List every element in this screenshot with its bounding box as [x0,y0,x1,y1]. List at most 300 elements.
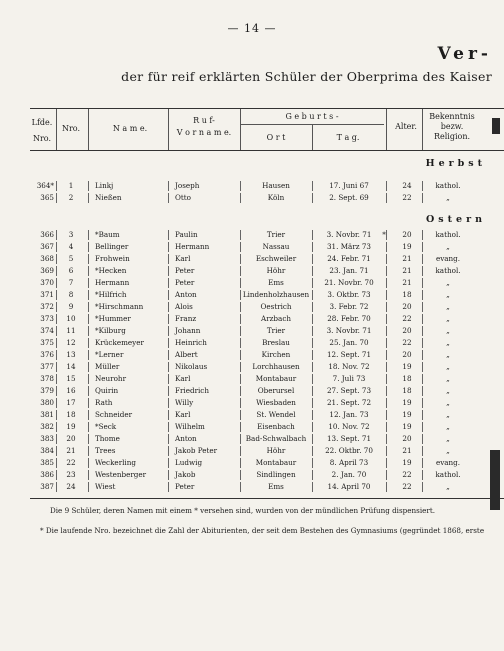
section-ostern: Ostern [426,214,486,225]
cell-nro: 5 [68,254,74,263]
table-row [0,361,504,373]
cell-alter: 21 [402,278,412,287]
cell-name: *Seck [95,422,117,431]
column-rule [88,290,89,300]
column-rule [422,410,423,420]
cell-ort: Nassau [262,242,290,251]
column-rule [88,242,89,252]
column-rule [386,350,387,360]
cell-lfd: 379 [40,386,54,395]
table-row [0,433,504,445]
column-rule [240,362,241,372]
column-rule [422,230,423,240]
cell-tag: 24. Febr. 71 [327,254,371,263]
table-row [0,457,504,469]
cell-alter: 22 [402,314,412,323]
cell-vorname: Jakob [175,470,196,479]
table-row [0,349,504,361]
column-rule [88,254,89,264]
cell-alter: 19 [402,422,412,431]
cell-tag: 3. Novbr. 71 [326,230,372,239]
column-rule [386,278,387,288]
cell-ort: Bad-Schwalbach [245,434,307,443]
column-rule [312,446,313,456]
cell-alter: 19 [402,398,412,407]
cell-religion: „ [446,350,450,359]
cell-vorname: Karl [175,374,191,383]
table-row [0,192,504,204]
column-rule [312,410,313,420]
cell-name: Linkj [95,181,114,190]
column-rule [312,338,313,348]
column-rule [88,314,89,324]
cell-ort: Montabaur [255,458,297,467]
cell-lfd: 381 [40,410,54,419]
cell-religion: „ [446,422,450,431]
table-row [0,385,504,397]
column-rule [168,446,169,456]
cell-religion: „ [446,374,450,383]
cell-alter: 20 [402,350,412,359]
column-rule [422,482,423,492]
column-rule [312,470,313,480]
column-rule [88,470,89,480]
cell-mark: * [382,230,386,239]
cell-vorname: Wilhelm [175,422,205,431]
cell-nro: 23 [66,470,76,479]
cell-tag: 18. Nov. 72 [328,362,370,371]
column-rule [386,362,387,372]
column-rule [56,314,57,324]
cell-tag: 12. Jan. 73 [329,410,369,419]
header-divider [56,109,57,150]
column-rule [168,482,169,492]
cell-nro: 7 [68,278,74,287]
column-rule [168,422,169,432]
cell-lfd: 370 [40,278,54,287]
header-divider [240,109,241,150]
cell-nro: 11 [66,326,76,335]
column-rule [386,242,387,252]
cell-nro: 9 [68,302,74,311]
cell-ort: Ems [268,482,284,491]
cell-ort: Oestrich [260,302,292,311]
column-rule [386,338,387,348]
cell-name: Neurohr [95,374,126,383]
column-rule [240,338,241,348]
cell-name: *Hummer [95,314,131,323]
cell-nro: 16 [66,386,76,395]
column-rule [240,266,241,276]
column-rule [56,470,57,480]
cell-vorname: Nikolaus [175,362,208,371]
cell-alter: 18 [402,290,412,299]
table-row [0,325,504,337]
cell-tag: 7. Juli 73 [332,374,366,383]
cell-ort: Wiesbaden [256,398,296,407]
cell-lfd: 378 [40,374,54,383]
column-rule [88,434,89,444]
column-rule [312,350,313,360]
column-rule [312,302,313,312]
column-rule [386,386,387,396]
cell-name: Schneider [95,410,133,419]
cell-alter: 21 [402,446,412,455]
cell-alter: 22 [402,338,412,347]
column-rule [168,254,169,264]
cell-nro: 4 [68,242,74,251]
column-rule [88,482,89,492]
cell-ort: Eisenbach [257,422,295,431]
cell-vorname: Peter [175,482,195,491]
column-rule [312,290,313,300]
column-rule [312,242,313,252]
column-rule [168,278,169,288]
cell-lfd: 374 [40,326,54,335]
column-rule [88,374,89,384]
column-rule [56,350,57,360]
column-rule [88,446,89,456]
column-rule [168,230,169,240]
column-rule [422,181,423,191]
column-rule [168,434,169,444]
column-rule [422,446,423,456]
column-rule [386,434,387,444]
cell-name: Müller [95,362,120,371]
page-title: Ver- [437,44,492,64]
column-rule [168,266,169,276]
column-rule [56,338,57,348]
column-rule [56,266,57,276]
column-rule [312,230,313,240]
table-row [0,313,504,325]
column-rule [422,350,423,360]
cell-nro: 8 [68,290,74,299]
column-rule [88,350,89,360]
column-rule [240,302,241,312]
table-bottom-rule [30,498,504,499]
header-divider [386,109,387,150]
cell-tag: 2. Jan. 70 [331,470,367,479]
column-rule [312,266,313,276]
column-rule [56,434,57,444]
cell-name: Hermann [95,278,130,287]
column-rule [168,338,169,348]
cell-lfd: 376 [40,350,54,359]
column-rule [56,242,57,252]
cell-lfd: 383 [40,434,54,443]
cell-vorname: Jakob Peter [175,446,218,455]
column-rule [88,458,89,468]
cell-tag: 14. April 70 [327,482,371,491]
cell-alter: 20 [402,434,412,443]
header-bekenntnis-label: Bekenntnis [429,112,475,121]
header-divider [422,109,423,150]
section-herbst: Herbst [425,158,486,169]
header-name: N a m e. [112,124,148,133]
page-number: — 14 — [227,22,277,35]
column-rule [240,326,241,336]
column-rule [168,362,169,372]
cell-vorname: Peter [175,266,195,275]
cell-lfd: 377 [40,362,54,371]
cell-name: Trees [95,446,116,455]
cell-alter: 19 [402,242,412,251]
cell-lfd: 372 [40,302,54,311]
cell-lfd: 364* [36,181,54,190]
column-rule [240,230,241,240]
column-rule [240,242,241,252]
column-rule [56,230,57,240]
header-tag: T a g. [336,133,360,142]
cell-vorname: Karl [175,410,191,419]
cell-ort: Trier [266,230,286,239]
header-divider [312,124,313,150]
column-rule [168,290,169,300]
column-rule [240,422,241,432]
column-rule [422,338,423,348]
column-rule [88,362,89,372]
column-rule [240,410,241,420]
column-rule [168,181,169,191]
column-rule [422,326,423,336]
cell-religion: „ [446,410,450,419]
cell-religion: „ [446,362,450,371]
cell-vorname: Karl [175,254,191,263]
cell-lfd: 366 [40,230,54,239]
column-rule [422,290,423,300]
column-rule [56,254,57,264]
cell-nro: 21 [66,446,76,455]
cell-religion: „ [446,326,450,335]
cell-vorname: Hermann [175,242,210,251]
column-rule [56,458,57,468]
cell-nro: 15 [66,374,76,383]
column-rule [386,458,387,468]
header-bezw-label: bezw. [440,122,464,131]
cell-religion: „ [446,482,450,491]
column-rule [386,314,387,324]
table-row [0,180,504,192]
column-rule [422,314,423,324]
column-rule [168,410,169,420]
column-rule [312,314,313,324]
column-rule [240,434,241,444]
header-ort: O r t [266,133,286,142]
cell-nro: 20 [66,434,76,443]
header-alter: Alter. [395,122,417,131]
column-rule [386,398,387,408]
table-row [0,337,504,349]
cell-ort: Höhr [266,266,286,275]
cell-ort: Oberursel [257,386,295,395]
column-rule [168,193,169,203]
cell-lfd: 371 [40,290,54,299]
column-rule [312,482,313,492]
cell-tag: 8. April 73 [329,458,369,467]
header-nro: Nro. [61,124,81,133]
column-rule [240,458,241,468]
cell-vorname: Anton [175,290,197,299]
cell-ort: Lindenholzhausen [242,290,310,299]
table-row [0,409,504,421]
cell-tag: 31. März 73 [326,242,371,251]
cell-vorname: Johann [175,326,201,335]
cell-tag: 22. Oktbr. 70 [325,446,373,455]
column-rule [240,350,241,360]
column-rule [88,398,89,408]
cell-tag: 17. Juni 67 [329,181,369,190]
header-divider [88,109,89,150]
cell-alter: 22 [402,193,412,202]
cell-vorname: Friedrich [175,386,209,395]
cell-ort: Trier [266,326,286,335]
cell-ort: Hausen [262,181,290,190]
column-rule [88,326,89,336]
column-rule [240,314,241,324]
column-rule [422,362,423,372]
cell-religion: „ [446,278,450,287]
cell-ort: Sindlingen [256,470,296,479]
cell-nro: 2 [68,193,74,202]
column-rule [56,193,57,203]
column-rule [88,193,89,203]
scan-marker [490,450,500,510]
cell-religion: evang. [435,458,461,467]
column-rule [240,181,241,191]
cell-name: Weckerling [95,458,136,467]
cell-ort: Ems [268,278,284,287]
column-rule [422,398,423,408]
cell-nro: 14 [66,362,76,371]
column-rule [168,242,169,252]
column-rule [386,482,387,492]
cell-lfd: 369 [40,266,54,275]
cell-vorname: Alois [175,302,193,311]
column-rule [56,374,57,384]
column-rule [386,326,387,336]
column-rule [422,242,423,252]
cell-nro: 19 [66,422,76,431]
cell-vorname: Heinrich [175,338,207,347]
cell-lfd: 367 [40,242,54,251]
cell-name: *Baum [95,230,120,239]
column-rule [56,181,57,191]
cell-vorname: Anton [175,434,197,443]
cell-vorname: Willy [175,398,194,407]
column-rule [56,398,57,408]
cell-tag: 25. Jan. 70 [329,338,369,347]
footnote-numbering: * Die laufende Nro. bezeichnet die Zahl der Abiturienten, der seit dem Bestehen des Gymnasiums (gegründet 1868, erste [40,526,485,535]
cell-lfd: 375 [40,338,54,347]
column-rule [88,338,89,348]
column-rule [386,374,387,384]
column-rule [422,302,423,312]
cell-tag: 12. Sept. 71 [326,350,372,359]
cell-ort: Lorchhausen [252,362,300,371]
cell-tag: 21. Novbr. 70 [324,278,374,287]
column-rule [56,410,57,420]
column-rule [88,422,89,432]
column-rule [312,181,313,191]
column-rule [56,302,57,312]
column-rule [422,193,423,203]
cell-ort: Breslau [262,338,290,347]
column-rule [88,278,89,288]
column-rule [422,458,423,468]
column-rule [386,470,387,480]
column-rule [240,290,241,300]
column-rule [386,181,387,191]
cell-religion: „ [446,302,450,311]
column-rule [312,434,313,444]
table-row [0,373,504,385]
column-rule [240,446,241,456]
column-rule [88,181,89,191]
column-rule [168,350,169,360]
column-rule [422,266,423,276]
cell-religion: „ [446,386,450,395]
cell-vorname: Franz [175,314,197,323]
column-rule [312,362,313,372]
column-rule [312,278,313,288]
cell-religion: kathol. [435,470,461,479]
cell-lfd: 368 [40,254,54,263]
cell-name: *Hecken [95,266,127,275]
cell-tag: 21. Sept. 72 [326,398,372,407]
column-rule [240,386,241,396]
column-rule [422,278,423,288]
table-row [0,241,504,253]
table-row [0,301,504,313]
column-rule [312,398,313,408]
cell-tag: 3. Oktbr. 73 [327,290,371,299]
cell-alter: 18 [402,374,412,383]
cell-name: Krückemeyer [95,338,144,347]
cell-religion: „ [446,193,450,202]
cell-ort: St. Wendel [256,410,296,419]
column-rule [386,410,387,420]
column-rule [386,446,387,456]
cell-ort: Köln [267,193,285,202]
column-rule [88,266,89,276]
column-rule [422,254,423,264]
column-rule [422,386,423,396]
cell-alter: 21 [402,254,412,263]
cell-tag: 10. Nov. 72 [328,422,370,431]
cell-tag: 3. Febr. 72 [329,302,369,311]
cell-nro: 13 [66,350,76,359]
header-geburts: G e b u r t s - [285,112,339,121]
cell-alter: 18 [402,386,412,395]
column-rule [56,362,57,372]
header-lfd-nro-label: Nro. [32,134,52,143]
cell-religion: evang. [435,254,461,263]
cell-tag: 13. Sept. 71 [326,434,372,443]
cell-religion: kathol. [435,181,461,190]
column-rule [312,386,313,396]
cell-nro: 3 [68,230,74,239]
cell-name: Nießen [95,193,122,202]
cell-alter: 19 [402,458,412,467]
header-religion-label: Religion. [433,132,471,141]
cell-nro: 17 [66,398,76,407]
table-header-top-rule [30,108,504,109]
cell-ort: Höhr [266,446,286,455]
cell-vorname: Otto [175,193,191,202]
cell-nro: 10 [66,314,76,323]
cell-vorname: Joseph [175,181,200,190]
